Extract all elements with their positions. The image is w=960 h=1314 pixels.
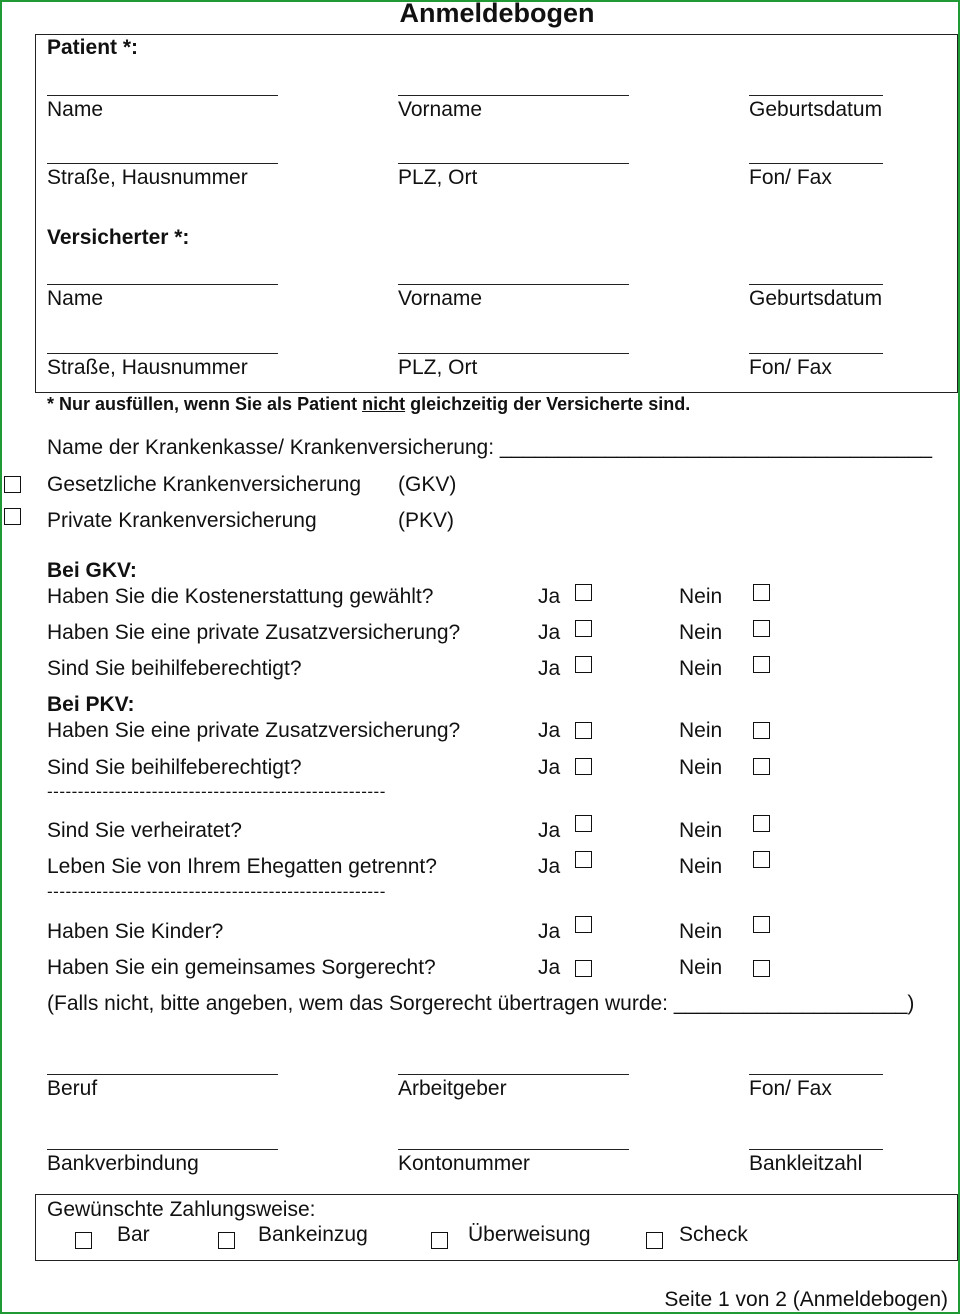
gkv-q2-nein-checkbox[interactable]: [753, 620, 770, 637]
patient-vorname-label: Vorname: [398, 98, 483, 121]
family-q4-ja-checkbox[interactable]: [575, 960, 592, 977]
family-q1-label: Sind Sie verheiratet?: [47, 819, 242, 842]
payment-bankeinzug-checkbox[interactable]: [218, 1232, 235, 1249]
patient-name-field[interactable]: [47, 95, 278, 96]
gkv-q1-nein-checkbox[interactable]: [753, 584, 770, 601]
patient-strasse-label: Straße, Hausnummer: [47, 166, 248, 189]
gkv-q2-ja-checkbox[interactable]: [575, 620, 592, 637]
family-q2-nein-label: Nein: [679, 855, 723, 878]
bankverbindung-label: Bankverbindung: [47, 1152, 199, 1175]
patient-heading: Patient *:: [47, 36, 139, 59]
krankenkasse-label: Name der Krankenkasse/ Krankenversicherung:: [47, 436, 500, 459]
krankenkasse-field[interactable]: _____________________________________: [499, 436, 933, 459]
payment-bar-label: Bar: [117, 1223, 150, 1246]
versicherter-plz-label: PLZ, Ort: [398, 356, 478, 379]
gkv-q2-ja-label: Ja: [538, 621, 561, 644]
pkv-q2-ja-label: Ja: [538, 756, 561, 779]
family-q4-nein-checkbox[interactable]: [753, 960, 770, 977]
kontonummer-label: Kontonummer: [398, 1152, 530, 1175]
pkv-q2-label: Sind Sie beihilfeberechtigt?: [47, 756, 302, 779]
pkv-q2-nein-label: Nein: [679, 756, 723, 779]
versicherter-strasse-field[interactable]: [47, 353, 278, 354]
pkv-section-heading: Bei PKV:: [47, 693, 135, 716]
bankverbindung-field[interactable]: [47, 1149, 278, 1150]
footnote-emphasis: nicht: [362, 394, 406, 414]
gkv-q1-label: Haben Sie die Kostenerstattung gewählt?: [47, 585, 434, 608]
pkv-q1-ja-label: Ja: [538, 719, 561, 742]
versicherter-name-label: Name: [47, 287, 104, 310]
gkv-q3-ja-checkbox[interactable]: [575, 656, 592, 673]
family-q3-ja-checkbox[interactable]: [575, 916, 592, 933]
family-q2-ja-label: Ja: [538, 855, 561, 878]
gkv-q1-nein-label: Nein: [679, 585, 723, 608]
family-q2-label: Leben Sie von Ihrem Ehegatten getrennt?: [47, 855, 437, 878]
versicherter-fon-field[interactable]: [749, 353, 883, 354]
arbeitgeber-label: Arbeitgeber: [398, 1077, 507, 1100]
pkv-label: Private Krankenversicherung: [47, 509, 317, 532]
gkv-q1-ja-label: Ja: [538, 585, 561, 608]
beruf-label: Beruf: [47, 1077, 98, 1100]
page-footer: Seite 1 von 2 (Anmeldebogen): [664, 1288, 948, 1311]
family-q3-label: Haben Sie Kinder?: [47, 920, 224, 943]
patient-vorname-field[interactable]: [398, 95, 629, 96]
versicherter-heading: Versicherter *:: [47, 226, 190, 249]
pkv-q2-nein-checkbox[interactable]: [753, 758, 770, 775]
versicherter-name-field[interactable]: [47, 284, 278, 285]
separator-2: -------------------------------------------------------: [47, 882, 386, 901]
patient-plz-field[interactable]: [398, 163, 629, 164]
family-q4-nein-label: Nein: [679, 956, 723, 979]
payment-bar-checkbox[interactable]: [75, 1232, 92, 1249]
payment-scheck-label: Scheck: [679, 1223, 748, 1246]
pkv-checkbox[interactable]: [4, 508, 21, 525]
gkv-q2-label: Haben Sie eine private Zusatzversicherung?: [47, 621, 461, 644]
personal-data-box: [35, 34, 958, 393]
form-title: Anmeldebogen: [399, 0, 595, 28]
footnote-text: * Nur ausfüllen, wenn Sie als Patient: [47, 394, 363, 414]
versicherter-strasse-label: Straße, Hausnummer: [47, 356, 248, 379]
family-q3-ja-label: Ja: [538, 920, 561, 943]
pkv-q2-ja-checkbox[interactable]: [575, 758, 592, 775]
versicherter-plz-field[interactable]: [398, 353, 629, 354]
gkv-section-heading: Bei GKV:: [47, 559, 137, 582]
bankleitzahl-field[interactable]: [749, 1149, 883, 1150]
patient-strasse-field[interactable]: [47, 163, 278, 164]
gkv-q3-ja-label: Ja: [538, 657, 561, 680]
footnote: [47, 394, 690, 415]
payment-ueberweisung-checkbox[interactable]: [431, 1232, 448, 1249]
pkv-q1-nein-label: Nein: [679, 719, 723, 742]
gkv-q2-nein-label: Nein: [679, 621, 723, 644]
pkv-q1-nein-checkbox[interactable]: [753, 722, 770, 739]
krankenkasse-row: [47, 436, 932, 460]
pkv-q1-ja-checkbox[interactable]: [575, 722, 592, 739]
patient-fon-field[interactable]: [749, 163, 883, 164]
versicherter-vorname-field[interactable]: [398, 284, 629, 285]
job-fon-field[interactable]: [749, 1074, 883, 1075]
gkv-q3-label: Sind Sie beihilfeberechtigt?: [47, 657, 302, 680]
family-q1-ja-label: Ja: [538, 819, 561, 842]
footnote-text-end: gleichzeitig der Versicherte sind.: [405, 394, 691, 414]
beruf-field[interactable]: [47, 1074, 278, 1075]
patient-geburtsdatum-field[interactable]: [749, 95, 883, 96]
family-q2-ja-checkbox[interactable]: [575, 851, 592, 868]
family-q3-nein-label: Nein: [679, 920, 723, 943]
family-q1-nein-checkbox[interactable]: [753, 815, 770, 832]
family-q4-ja-label: Ja: [538, 956, 561, 979]
payment-heading: Gewünschte Zahlungsweise:: [47, 1198, 316, 1221]
versicherter-geburtsdatum-label: Geburtsdatum: [749, 287, 883, 310]
patient-fon-label: Fon/ Fax: [749, 166, 832, 189]
payment-bankeinzug-label: Bankeinzug: [258, 1223, 368, 1246]
payment-ueberweisung-label: Überweisung: [468, 1223, 591, 1246]
bankleitzahl-label: Bankleitzahl: [749, 1152, 863, 1175]
sorgerecht-note: (Falls nicht, bitte angeben, wem das Sorgerecht übertragen wurde: ____________________): [47, 992, 915, 1015]
family-q1-nein-label: Nein: [679, 819, 723, 842]
versicherter-geburtsdatum-field[interactable]: [749, 284, 883, 285]
job-fon-label: Fon/ Fax: [749, 1077, 832, 1100]
family-q1-ja-checkbox[interactable]: [575, 815, 592, 832]
family-q2-nein-checkbox[interactable]: [753, 851, 770, 868]
gkv-q1-ja-checkbox[interactable]: [575, 584, 592, 601]
patient-geburtsdatum-label: Geburtsdatum: [749, 98, 883, 121]
gkv-checkbox[interactable]: [4, 476, 21, 493]
kontonummer-field[interactable]: [398, 1149, 629, 1150]
versicherter-vorname-label: Vorname: [398, 287, 483, 310]
patient-plz-label: PLZ, Ort: [398, 166, 478, 189]
payment-scheck-checkbox[interactable]: [646, 1232, 663, 1249]
pkv-abbr: (PKV): [398, 509, 455, 532]
arbeitgeber-field[interactable]: [398, 1074, 629, 1075]
gkv-q3-nein-checkbox[interactable]: [753, 656, 770, 673]
gkv-label: Gesetzliche Krankenversicherung: [47, 473, 361, 496]
pkv-q1-label: Haben Sie eine private Zusatzversicherung?: [47, 719, 461, 742]
versicherter-fon-label: Fon/ Fax: [749, 356, 832, 379]
gkv-abbr: (GKV): [398, 473, 457, 496]
patient-name-label: Name: [47, 98, 104, 121]
separator-1: -------------------------------------------------------: [47, 782, 386, 801]
family-q4-label: Haben Sie ein gemeinsames Sorgerecht?: [47, 956, 436, 979]
gkv-q3-nein-label: Nein: [679, 657, 723, 680]
family-q3-nein-checkbox[interactable]: [753, 916, 770, 933]
